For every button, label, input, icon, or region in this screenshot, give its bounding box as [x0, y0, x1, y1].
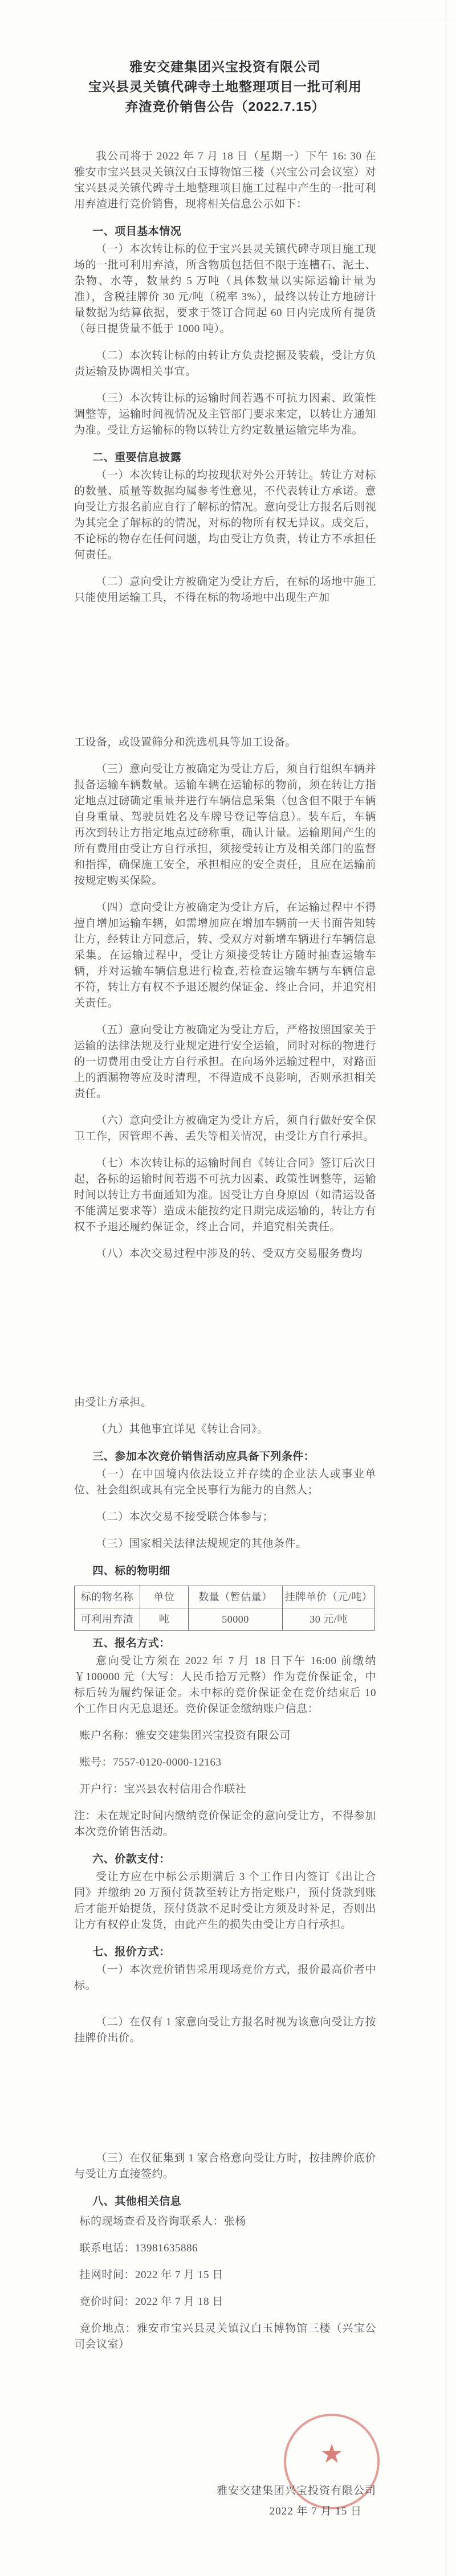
table-header-unit: 单位 [140, 1586, 189, 1608]
section-7-heading: 七、报价方式： [92, 1946, 170, 1958]
bidding-location-line: 竞价地点：雅安市宝兴县灵关镇汉白玉博物馆三楼（兴宝公司会议室） [74, 2323, 376, 2350]
title-line-2: 宝兴县灵关镇代碑寺土地整理项目一批可利用 [88, 79, 362, 94]
intro-paragraph: 我公司将于 2022 年 7 月 18 日（星期一）下午 16: 30 在雅安市宝兴县灵关镇汉白玉博物馆三楼（兴宝公司会议室）对宝兴县灵关镇代碑寺土地整理项目施工过程中产生的一批可利用弃渣进行竞价销售，现将相关信息公示如下： [74, 150, 376, 210]
page-break-gap [74, 2057, 376, 2149]
deposit-paragraph: 意向受让方须在 2022 年 7 月 18 日下午 16:00 前缴纳 ￥100000 元（大写：人民币拾万元整）作为竞价保证金，中标后转为履约保证金。未中标的竞价保证金在竞价结束后 10 个工作日内无息退还。竞价保证金缴纳账户信息： [74, 1655, 376, 1715]
section-2-item-6: （六）意向受让方被确定为受让方后，须自行做好安全保卫工作，因管理不善、丢失等相关情况，由受让方自行承担。 [74, 1115, 376, 1142]
section-5-heading: 五、报名方式： [92, 1637, 170, 1649]
goods-detail-table [74, 1586, 375, 1631]
payment-paragraph: 受让方应在中标公示期满后 3 个工作日内签订《出让合同》并缴纳 20 万预付货款至转让方指定账户，预付货款到账后才能开始提货，预付货款不足时受让方须及时补足，否则出让方有权停止发货，由此产生的损失由受让方自行承担。 [74, 1871, 376, 1931]
section-3-heading: 三、参加本次竞价销售活动应具备下列条件： [92, 1451, 315, 1463]
table-header-row [75, 1586, 375, 1608]
cell-goods-name: 可利用弃渣 [75, 1608, 140, 1631]
section-2-item-9: （九）其他事宜详见《转让合同》。 [96, 1423, 268, 1435]
account-number-line: 账号：7557-0120-0000-12163 [79, 1756, 222, 1768]
section-1-heading: 一、项目基本情况 [92, 226, 182, 237]
section-2-item-4: （四）意向受让方被确定为受让方后，在运输过程中不得擅自增加运输车辆，如需增加应在增加车辆前一天书面告知转让方，经转让方同意后，转、受双方对新增车辆进行车辆信息采集。在运输过程中，受让方须接受转让方随时抽查运输车辆，并对运输车辆信息进行检查,若检查运输车辆与车辆信息不符，转让方有权不予退还履约保证金、终止合同，并追究相关责任。 [74, 902, 376, 1009]
table-header-name: 标的物名称 [75, 1586, 140, 1608]
section-7-item-1: （一）本次竞价销售采用现场竞价方式，报价最高价者中标。 [74, 1964, 376, 1992]
table-header-price: 挂牌单价（元/吨） [283, 1586, 375, 1608]
section-2-item-5: （五）意向受让方被确定为受让方后，严格按照国家关于运输的法律法规及行业规定进行安全运输，同时对标的物进行的一切费用由受让方自行承担。在向场外运输过程中，对路面上的洒漏物等应及时清理，不得造成不良影响，否则承担相关责任。 [74, 1024, 376, 1100]
section-2-item-8-part-b: 由受让方承担。 [74, 1396, 152, 1408]
section-2-item-2-part-a: （二）意向受让方被确定为受让方后，在标的场地中施工只能使用运输工具，不得在标的物场地中出现生产加 [74, 576, 376, 604]
bidding-time-line: 竞价时间：2022 年 7 月 18 日 [79, 2296, 223, 2308]
cell-quantity: 50000 [189, 1608, 283, 1631]
section-2-item-8-part-a: （八）本次交易过程中涉及的转、受双方交易服务费均 [96, 1248, 363, 1260]
section-7-item-3: （三）在仅征集到 1 家合格意向受让方时，按挂牌价底价与受让方直接签约。 [74, 2152, 376, 2180]
listing-time-line: 挂网时间：2022 年 7 月 15 日 [79, 2269, 223, 2281]
title-line-3: 弃渣竞价销售公告（2022.7.15） [125, 99, 325, 114]
section-1-item-1: （一）本次转让标的位于宝兴县灵关镇代碑寺项目施工现场的一批可利用弃渣，所含物质包括但不限于连槽石、泥土、杂物、水等，数量约 5 万吨（具体数量以实际运输计量为准），含税挂牌价 30 元/吨（税率 3%），最终以转让方地磅计量数据为结算依据，要求于签订合同起 60 日内完成所有提货（每日提货量不低于 1000 吨）。 [74, 243, 376, 335]
section-3-item-2: （二）本次交易不接受联合体参与； [96, 1511, 274, 1523]
section-2-item-2-part-b: 工设备，或设置筛分和洗选机具等加工设备。 [74, 736, 297, 748]
section-2-item-7: （七）本次转让标的运输时间自《转让合同》签订后次日起，各标的运输时间若遇不可抗力因素、政策性调整等，运输时间以转让方书面通知为准。因受让方自身原因（如清运设备不能满足要求等）造成未能按约定日期完成运输的，转让方有权不予退还履约保证金，终止合同，并追究相关责任。 [74, 1157, 376, 1233]
signature-date: 2022 年 7 月 15 日 [269, 2505, 362, 2517]
section-3-item-3: （三）国家相关法律法规规定的其他条件。 [96, 1538, 307, 1550]
section-8-heading: 八、其他相关信息 [92, 2196, 182, 2208]
table-row [75, 1608, 375, 1631]
deposit-note: 注：未在规定时间内缴纳竞价保证金的意向受让方，不得参加本次竞价销售活动。 [74, 1810, 376, 1838]
section-7-item-2: （二）在仅有 1 家意向受让方报名时视为该意向受让方按挂牌价出价。 [74, 2016, 376, 2044]
cell-unit: 吨 [140, 1608, 189, 1631]
seal-star-icon: ★ [320, 2439, 344, 2468]
section-2-heading: 二、重要信息披露 [92, 452, 182, 464]
section-3-item-1: （一）在中国境内依法设立并存续的企业法人或事业单位、社会组织或具有完全民事行为能力的自然人； [74, 1468, 376, 1496]
page-break-gap [74, 617, 376, 734]
section-1-item-3: （三）本次转让标的运输时间若遇不可抗力因素、政策性调整等，运输时间视情况及主管部门要求来定，以转让方通知为准。受让方运输标的物以转让方约定数量运输完毕为准。 [74, 392, 376, 436]
document-title [74, 0, 376, 117]
contact-line: 标的现场查看及咨询联系人：张杨 [79, 2215, 247, 2227]
cell-price: 30 元/吨 [283, 1608, 375, 1631]
page-break-gap [74, 1273, 376, 1394]
section-4-heading: 四、标的物明细 [92, 1565, 170, 1577]
section-2-item-3: （三）意向受让方被确定为受让方后，须自行组织车辆并报备运输车辆数量。运输车辆在运输标的物前，须在转让方指定地点过磅确定重量并进行车辆信息采集（包含但不限于车辆自身重量、驾驶员姓名及车牌号登记等信息）。装车后，车辆再次到转让方指定地点过磅称重，确认计量。运输期间产生的所有费用由受让方自行承担，须接受转让方及相关部门的监督和指挥，确保施工安全，承担相应的安全责任，且应在运输前按规定购买保险。 [74, 763, 376, 887]
phone-line: 联系电话：13981635886 [79, 2242, 198, 2254]
bank-line: 开户行：宝兴县农村信用合作联社 [79, 1783, 247, 1795]
account-name-line: 账户名称：雅安交建集团兴宝投资有限公司 [79, 1730, 291, 1742]
section-2-item-1: （一）本次转让标的均按现状对外公开转让。转让方对标的数量、质量等数据均属参考性意见，不代表转让方承诺。意向受让方报名前应自行了解标的情况。意向受让方报名后则视为其完全了解标的的情况，对标的物所有权无异议。成交后，不论标的物存在任何问题，均由受让方负责，转让方不承担任何责任。 [74, 469, 376, 561]
section-1-item-2: （二）本次转让标的由转让方负责挖掘及装载，受让方负责运输及协调相关事宜。 [74, 350, 376, 378]
section-6-heading: 六、价款支付： [92, 1853, 170, 1865]
document-body [74, 0, 376, 2364]
signature-company: 雅安交建集团兴宝投资有限公司 [216, 2485, 376, 2497]
title-line-1: 雅安交建集团兴宝投资有限公司 [129, 59, 321, 74]
table-header-quantity: 数量（暂估量） [189, 1586, 283, 1608]
